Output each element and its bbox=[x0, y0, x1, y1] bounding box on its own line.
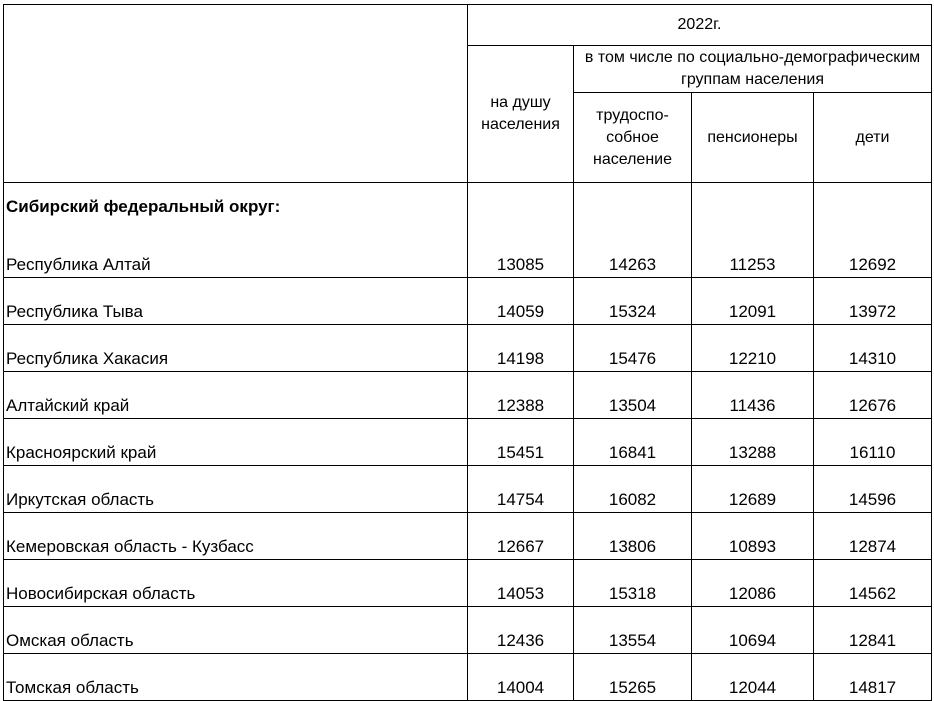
table-row bbox=[4, 418, 932, 465]
per-capita-value: 12436 bbox=[468, 606, 574, 653]
children-value: 14310 bbox=[814, 324, 932, 371]
children-value: 12692 bbox=[814, 231, 932, 278]
working-age-value: 15265 bbox=[574, 653, 692, 700]
pensioners-value: 12091 bbox=[692, 277, 814, 324]
children-value: 16110 bbox=[814, 418, 932, 465]
region-name: Республика Алтай bbox=[4, 231, 468, 278]
working-age-value: 15476 bbox=[574, 324, 692, 371]
pensioners-value: 11436 bbox=[692, 371, 814, 418]
per-capita-value: 14053 bbox=[468, 559, 574, 606]
table-row bbox=[4, 231, 932, 278]
per-capita-header: на душу населения bbox=[468, 46, 574, 183]
pensioners-value: 10694 bbox=[692, 606, 814, 653]
working-age-value: 13504 bbox=[574, 371, 692, 418]
corner-empty-cell bbox=[4, 5, 468, 183]
children-value: 13972 bbox=[814, 277, 932, 324]
working-age-value: 16082 bbox=[574, 465, 692, 512]
table-row bbox=[4, 653, 932, 700]
pensioners-value: 12044 bbox=[692, 653, 814, 700]
per-capita-value: 12388 bbox=[468, 371, 574, 418]
working-age-value: 13554 bbox=[574, 606, 692, 653]
children-header: дети bbox=[814, 93, 932, 183]
table-row bbox=[4, 512, 932, 559]
region-name: Новосибирская область bbox=[4, 559, 468, 606]
pensioners-header: пенсионеры bbox=[692, 93, 814, 183]
region-name: Кемеровская область - Кузбасс bbox=[4, 512, 468, 559]
working-age-value: 14263 bbox=[574, 231, 692, 278]
pensioners-value: 12210 bbox=[692, 324, 814, 371]
region-name: Алтайский край bbox=[4, 371, 468, 418]
subgroup-header: в том числе по социально-демографическим группам населения bbox=[574, 46, 932, 93]
table-row bbox=[4, 465, 932, 512]
children-value: 12874 bbox=[814, 512, 932, 559]
working-age-value: 16841 bbox=[574, 418, 692, 465]
per-capita-value: 13085 bbox=[468, 231, 574, 278]
pensioners-value: 10893 bbox=[692, 512, 814, 559]
region-name: Республика Тыва bbox=[4, 277, 468, 324]
children-value: 12676 bbox=[814, 371, 932, 418]
pensioners-value: 12689 bbox=[692, 465, 814, 512]
per-capita-value: 14198 bbox=[468, 324, 574, 371]
working-age-value: 15324 bbox=[574, 277, 692, 324]
per-capita-value: 12667 bbox=[468, 512, 574, 559]
children-value: 14817 bbox=[814, 653, 932, 700]
children-value: 14562 bbox=[814, 559, 932, 606]
table-row bbox=[4, 559, 932, 606]
table-row bbox=[4, 371, 932, 418]
pensioners-value: 11253 bbox=[692, 231, 814, 278]
pensioners-value: 13288 bbox=[692, 418, 814, 465]
year-header: 2022г. bbox=[468, 5, 932, 46]
region-name: Республика Хакасия bbox=[4, 324, 468, 371]
subsistence-table-container bbox=[3, 4, 932, 701]
working-age-header: трудоспо-собное население bbox=[574, 93, 692, 183]
region-name: Томская область bbox=[4, 653, 468, 700]
table-row bbox=[4, 277, 932, 324]
pensioners-value: 12086 bbox=[692, 559, 814, 606]
region-name: Омская область bbox=[4, 606, 468, 653]
table-row bbox=[4, 606, 932, 653]
per-capita-value: 14754 bbox=[468, 465, 574, 512]
district-label: Сибирский федеральный округ: bbox=[4, 183, 468, 231]
table-row bbox=[4, 324, 932, 371]
working-age-value: 15318 bbox=[574, 559, 692, 606]
children-value: 14596 bbox=[814, 465, 932, 512]
per-capita-value: 14004 bbox=[468, 653, 574, 700]
per-capita-value: 14059 bbox=[468, 277, 574, 324]
region-name: Иркутская область bbox=[4, 465, 468, 512]
subsistence-minimum-table bbox=[3, 4, 932, 701]
children-value: 12841 bbox=[814, 606, 932, 653]
working-age-value: 13806 bbox=[574, 512, 692, 559]
per-capita-value: 15451 bbox=[468, 418, 574, 465]
region-name: Красноярский край bbox=[4, 418, 468, 465]
